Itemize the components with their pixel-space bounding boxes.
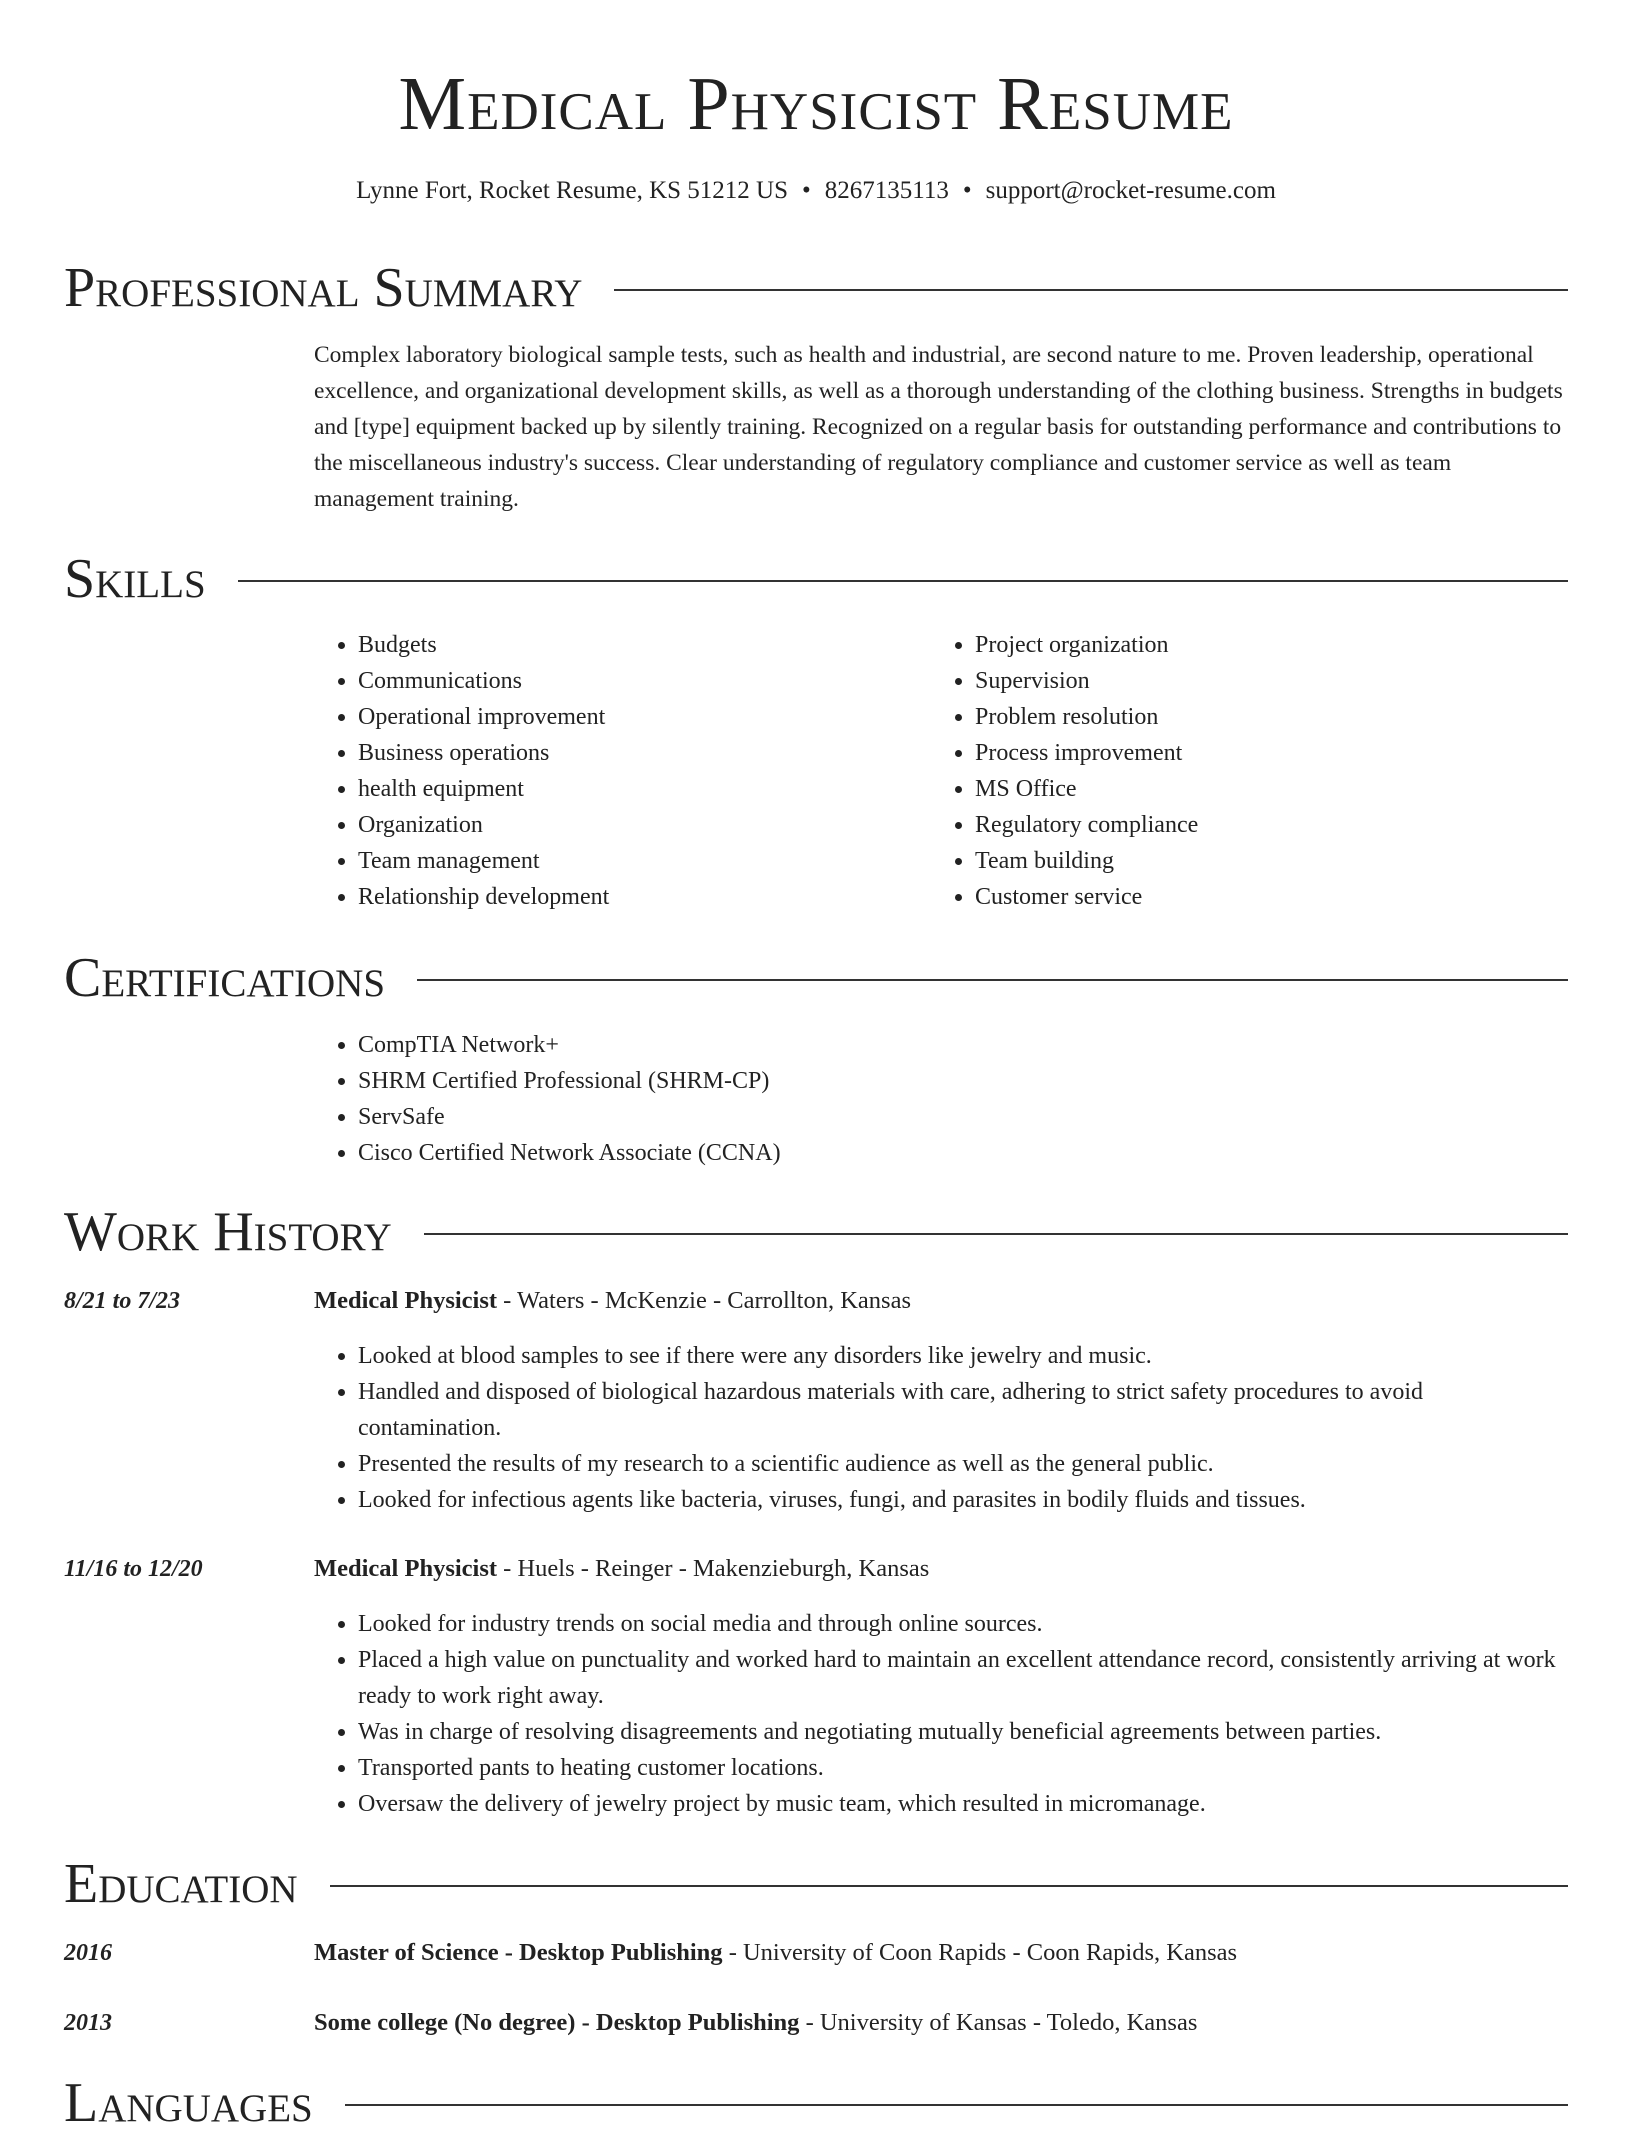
certification-item: • CompTIA Network+ (358, 1027, 1568, 1063)
skill-item: • Organization (358, 807, 874, 843)
section-title: Work History (64, 1201, 392, 1263)
skill-item: • Regulatory compliance (975, 807, 1491, 843)
education-school: - University of Coon Rapids - Coon Rapids, Kansas (722, 1939, 1238, 1966)
job-title: Medical Physicist (314, 1555, 498, 1582)
certifications-list (314, 1027, 1568, 1171)
certification-item: • SHRM Certified Professional (SHRM-CP) (358, 1063, 1568, 1099)
section-certifications-heading (64, 945, 1568, 1011)
section-work-history-heading (64, 1199, 1568, 1265)
section-summary-heading (64, 255, 1568, 321)
section-divider (614, 289, 1568, 291)
job-bullet: • Transported pants to heating customer locations. (358, 1750, 1568, 1786)
education-line (314, 2005, 1568, 2041)
certification-item: • ServSafe (358, 1099, 1568, 1135)
section-divider (330, 1885, 1568, 1887)
education-degree: Master of Science - Desktop Publishing (314, 1939, 723, 1966)
job-title-line (314, 1283, 1568, 1319)
section-languages-heading (64, 2070, 1568, 2136)
section-divider (417, 979, 1568, 981)
education-year: 2013 (64, 2010, 112, 2036)
skill-item: • Team building (975, 843, 1491, 879)
section-title: Professional Summary (64, 257, 583, 319)
contact-phone: 8267135113 (824, 177, 949, 204)
skill-item: • Operational improvement (358, 699, 874, 735)
education-school: - University of Kansas - Toledo, Kansas (799, 2009, 1198, 2036)
job-dates: 11/16 to 12/20 (64, 1556, 203, 1582)
skill-item: • Process improvement (975, 735, 1491, 771)
section-title: Certifications (64, 947, 386, 1009)
job-bullets (314, 1338, 1568, 1518)
job-bullet: • Oversaw the delivery of jewelry project by music team, which resulted in micromanage. (358, 1786, 1568, 1822)
section-skills-heading (64, 546, 1568, 612)
job-employer: - Huels - Reinger - Makenzieburgh, Kansas (497, 1555, 930, 1582)
skill-item: • Project organization (975, 627, 1491, 663)
job-bullet: • Looked for infectious agents like bacteria, viruses, fungi, and parasites in bodily fluids and tissues. (358, 1482, 1568, 1518)
contact-address: Lynne Fort, Rocket Resume, KS 51212 US (356, 177, 789, 204)
job-bullets (314, 1606, 1568, 1822)
skill-item: • Budgets (358, 627, 874, 663)
job-bullet: • Was in charge of resolving disagreements and negotiating mutually beneficial agreements between parties. (358, 1714, 1568, 1750)
job-bullet: • Placed a high value on punctuality and worked hard to maintain an excellent attendance record, consistently arriving at work ready to work right away. (358, 1642, 1568, 1714)
education-line (314, 1935, 1568, 1971)
resume-title: Medical Physicist Resume (398, 62, 1234, 146)
job-bullet: • Looked at blood samples to see if there were any disorders like jewelry and music. (358, 1338, 1568, 1374)
section-divider (345, 2104, 1568, 2106)
skill-item: • Supervision (975, 663, 1491, 699)
contact-email: support@rocket-resume.com (985, 177, 1276, 204)
section-title: Skills (64, 548, 206, 610)
skill-item: • Relationship development (358, 879, 874, 915)
skill-item: • Business operations (358, 735, 874, 771)
section-divider (424, 1233, 1568, 1235)
skills-column-left (314, 627, 874, 915)
skill-item: • Communications (358, 663, 874, 699)
job-bullet: • Handled and disposed of biological hazardous materials with care, adhering to strict safety procedures to avoid contamination. (358, 1374, 1568, 1446)
job-bullet: • Looked for industry trends on social media and through online sources. (358, 1606, 1568, 1642)
section-title: Education (64, 1853, 298, 1915)
skills-column-right (931, 627, 1491, 915)
skill-item: • Problem resolution (975, 699, 1491, 735)
education-year: 2016 (64, 1940, 112, 1966)
job-bullet: • Presented the results of my research to a scientific audience as well as the general public. (358, 1446, 1568, 1482)
skill-item: • Team management (358, 843, 874, 879)
contact-separator: • (802, 177, 811, 204)
job-title-line (314, 1551, 1568, 1587)
skill-item: • Customer service (975, 879, 1491, 915)
section-title: Languages (64, 2072, 313, 2134)
skill-item: • health equipment (358, 771, 874, 807)
job-dates: 8/21 to 7/23 (64, 1288, 181, 1314)
contact-line (0, 174, 1632, 208)
job-title: Medical Physicist (314, 1287, 498, 1314)
summary-text: Complex laboratory biological sample tests, such as health and industrial, are second nature to me. Proven leadership, operational excellence, and organizational development skills, as well as a thorough understanding of the clothing business. Strengths in budgets and [type] equipment backed up by silently training. Recognized on a regular basis for outstanding performance and contributions to the miscellaneous industry's success. Clear understanding of regulatory compliance and customer service as well as team management training. (314, 342, 1563, 512)
job-employer: - Waters - McKenzie - Carrollton, Kansas (497, 1287, 911, 1314)
contact-separator: • (962, 177, 972, 204)
skill-item: • MS Office (975, 771, 1491, 807)
section-divider (238, 580, 1568, 582)
certification-item: • Cisco Certified Network Associate (CCNA) (358, 1135, 1568, 1171)
section-education-heading (64, 1851, 1568, 1917)
education-degree: Some college (No degree) - Desktop Publishing (314, 2009, 800, 2036)
